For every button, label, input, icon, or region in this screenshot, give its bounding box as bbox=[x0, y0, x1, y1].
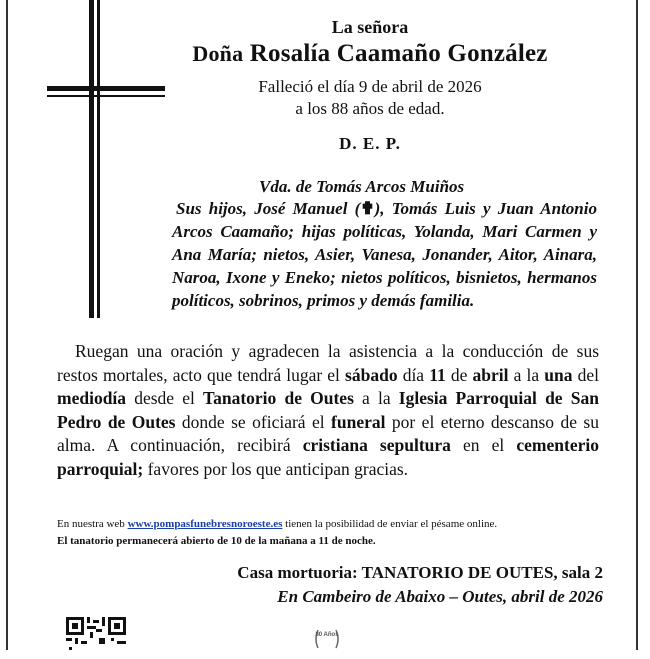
qr-code-icon bbox=[66, 617, 126, 650]
rip-line: D. E. P. bbox=[339, 134, 401, 153]
right-frame-line bbox=[636, 0, 638, 650]
place-date-line: En Cambeiro de Abaixo – Outes, abril de 2026 bbox=[277, 587, 603, 606]
hours-note: El tanatorio permanecerá abierto de 10 de la mañana a 11 de noche. bbox=[57, 535, 376, 547]
ceremony-paragraph: Ruegan una oración y agradecen la asistencia a la conducción de sus restos mortales, acto que tendrá lugar el sábado día 11 de abril a la una del mediodía desde el Tanatorio de Outes a la Iglesia Parroquial de San Pedro de Outes donde se oficiará el funeral por el eterno descanso de su alma. A continuación, recibirá cristiana sepultura en el cementerio parroquial; favores por los que anticipan gracias. bbox=[57, 341, 599, 479]
web-note: En nuestra web www.pompasfunebresnoroeste.es tienen la posibilidad de enviar el pésame online. bbox=[57, 518, 498, 530]
honorific: Doña bbox=[192, 41, 244, 66]
badge-text: 80 Años bbox=[315, 632, 339, 638]
website-link[interactable]: www.pompasfunebresnoroeste.es bbox=[127, 518, 283, 530]
deceased-cross-icon: ✟ bbox=[360, 199, 375, 218]
left-frame-line bbox=[6, 0, 8, 650]
deceased-name bbox=[170, 40, 570, 68]
death-date-line: Falleció el día 9 de abril de 2026 bbox=[258, 77, 482, 96]
widow-line: Vda. de Tomás Arcos Muiños bbox=[259, 177, 465, 196]
intro-line: La señora bbox=[331, 17, 409, 37]
mortuary-line: Casa mortuoria: TANATORIO DE OUTES, sala 2 bbox=[237, 563, 603, 582]
full-name: Rosalía Caamaño González bbox=[249, 40, 548, 67]
family-paragraph: Sus hijos, José Manuel (✟), Tomás Luis y Juan Antonio Arcos Caamaño; hijas políticas, Yolanda, Mari Carmen y Ana María; nietos, Asier, Vanesa, Jonander, Aitor, Ainara, Naroa, Ixone y Eneko; nietos políticos, bisnietos, hermanos políticos, sobrinos, primos y demás familia. bbox=[172, 199, 597, 310]
age-line: a los 88 años de edad. bbox=[295, 99, 445, 118]
